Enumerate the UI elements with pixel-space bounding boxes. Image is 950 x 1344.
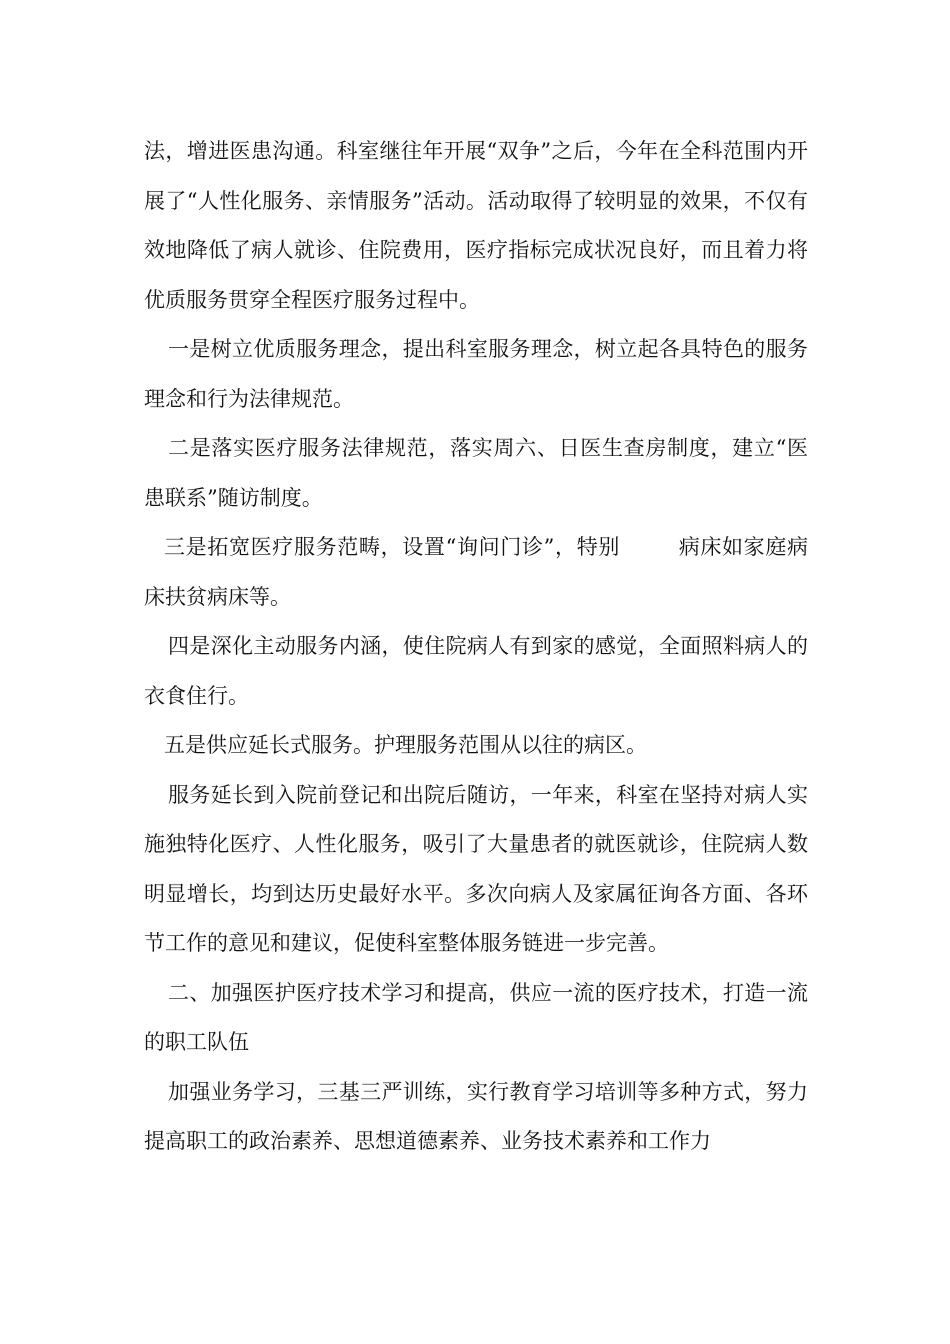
paragraph-4-part-2: 病床如家庭病床扶贫病床等。 [144, 535, 808, 609]
paragraph-5: 四是深化主动服务内涵，使住院病人有到家的感觉，全面照料病人的衣食住行。 [144, 634, 808, 708]
paragraph-3: 二是落实医疗服务法律规范，落实周六、日医生查房制度，建立“医患联系”随访制度。 [144, 436, 808, 510]
paragraph-6: 五是供应延长式服务。护理服务范围从以往的病区。 [164, 733, 647, 757]
document-body [144, 127, 808, 1167]
paragraph-4-part-1: 三是拓宽医疗服务范畴，设置“询问门诊”，特别 [164, 535, 621, 559]
paragraph-2: 一是树立优质服务理念，提出科室服务理念，树立起各具特色的服务理念和行为法律规范。 [144, 337, 808, 411]
paragraph-8: 二、加强医护医疗技术学习和提高，供应一流的医疗技术，打造一流的职工队伍 [144, 980, 808, 1054]
paragraph-9: 加强业务学习，三基三严训练，实行教育学习培训等多种方式，努力提高职工的政治素养、思想道德素养、业务技术素养和工作力 [144, 1079, 808, 1153]
paragraph-7: 服务延长到入院前登记和出院后随访，一年来，科室在坚持对病人实施独特化医疗、人性化服务，吸引了大量患者的就医就诊，住院病人数明显增长，均到达历史最好水平。多次向病人及家属征询各方面、各环节工作的意见和建议，促使科室整体服务链进一步完善。 [144, 782, 808, 955]
paragraph-1: 法，增进医患沟通。科室继往年开展“双争”之后，今年在全科范围内开展了“人性化服务、亲情服务”活动。活动取得了较明显的效果，不仅有效地降低了病人就诊、住院费用，医疗指标完成状况良好，而且着力将优质服务贯穿全程医疗服务过程中。 [144, 139, 808, 312]
paragraph-4 [144, 523, 808, 622]
